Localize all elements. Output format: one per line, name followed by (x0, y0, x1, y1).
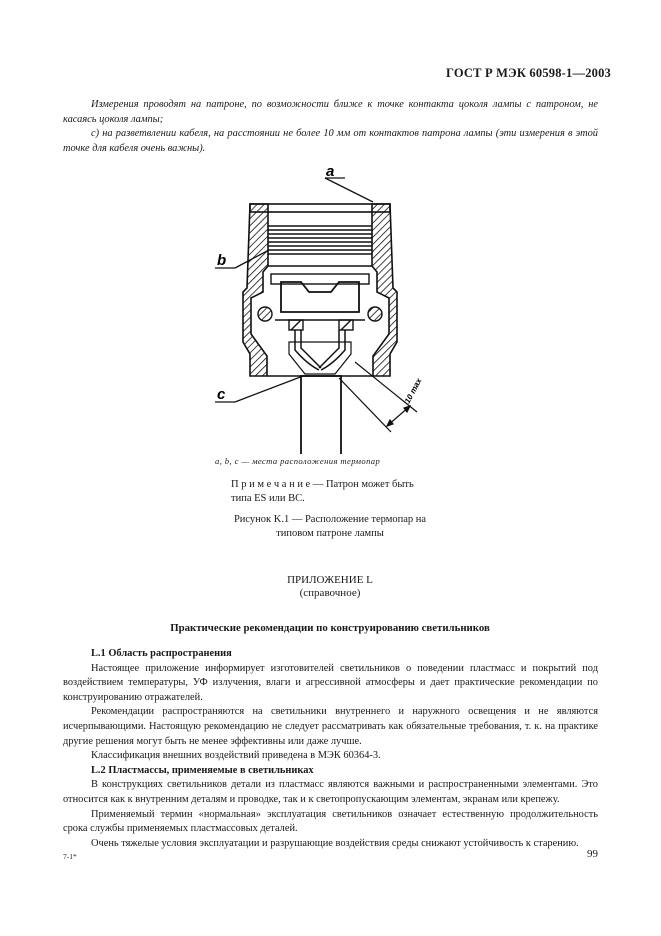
section-l2-paragraph-2: Применяемый термин «нормальная» эксплуатация светильников означает естественную продолжительность срока службы применяемых пластмассовых деталей. (63, 808, 598, 835)
figure-caption-line-1: Рисунок K.1 — Расположение термопар на (233, 514, 427, 525)
label-b: b (217, 252, 227, 269)
appendix-body (63, 647, 598, 851)
section-l1-paragraph-3: Классификация внешних воздействий приведена в МЭК 60364-3. (91, 750, 381, 762)
intro-paragraph-1: Измерения проводят на патроне, по возможности ближе к точке контакта цоколя лампы с патроном, не касаясь цоколя лампы; (63, 99, 598, 125)
appendix-title: ПРИЛОЖЕНИЕ L (287, 574, 373, 586)
terminal-screws (275, 320, 365, 330)
figure-caption-line-2: типовом патроне лампы (276, 528, 384, 539)
label-c: c (217, 386, 226, 403)
intro-text (63, 98, 598, 156)
intro-paragraph-2: c) на разветвлении кабеля, на расстоянии не более 10 мм от контактов патрона лампы (эти измерения в этой точке для кабеля очень важны). (63, 128, 598, 154)
section-l1-paragraph-2: Рекомендации распространяются на светильники внутреннего и наружного освещения и не являются исчерпывающими. Настоящую рекомендацию не следует рассматривать как обязательные требования, т. к. на практике другие решения могут быть не менее эффективны или даже лучше. (63, 706, 598, 747)
right-wall (372, 204, 397, 376)
section-l2-paragraph-3: Очень тяжелые условия эксплуатации и разрушающие воздействия среды снижают устойчивость к старению. (91, 837, 579, 849)
footer-mark: 7-1* (63, 852, 77, 861)
figure-note-line-1: П р и м е ч а н и е — Патрон может быть (231, 479, 414, 490)
section-l2-heading: L.2 Пластмассы, применяемые в светильниках (91, 764, 314, 776)
figure-note-line-2: типа ES или BC. (231, 493, 305, 504)
page-number: 99 (587, 848, 598, 860)
standard-header: ГОСТ Р МЭК 60598-1—2003 (446, 66, 611, 80)
figure-note (231, 478, 451, 506)
appendix-title-block (160, 574, 500, 600)
figure-legend: a, b, c — места расположения термопар (215, 456, 381, 466)
contact-carrier (281, 282, 359, 312)
figure-caption (180, 513, 480, 541)
wires (295, 330, 345, 370)
section-l1-heading: L.1 Область распространения (91, 648, 232, 659)
appendix-heading: Практические рекомендации по конструированию светильников (170, 622, 490, 634)
lampholder-drawing (205, 164, 445, 454)
thread (268, 226, 372, 254)
cable (301, 376, 341, 454)
left-wall (243, 204, 268, 376)
appendix-subtitle: (справочное) (299, 587, 361, 599)
label-dimension: 10 max (402, 376, 424, 405)
section-l2-paragraph-1: В конструкциях светильников детали из пластмасс являются важными и распространенными элементами. Это относится как к внутренним деталям и проводке, так и к светопропускающим элементам, экранам или крепежу. (63, 779, 598, 805)
label-a: a (326, 164, 335, 180)
section-l1-paragraph-1: Настоящее приложение информирует изготовителей светильников о поведении пластмасс и покрытий под воздействием температуры, УФ излучения, влаги и агрессивной атмосферы и дает практические рекомендации по конструированию отражателей. (63, 662, 598, 703)
